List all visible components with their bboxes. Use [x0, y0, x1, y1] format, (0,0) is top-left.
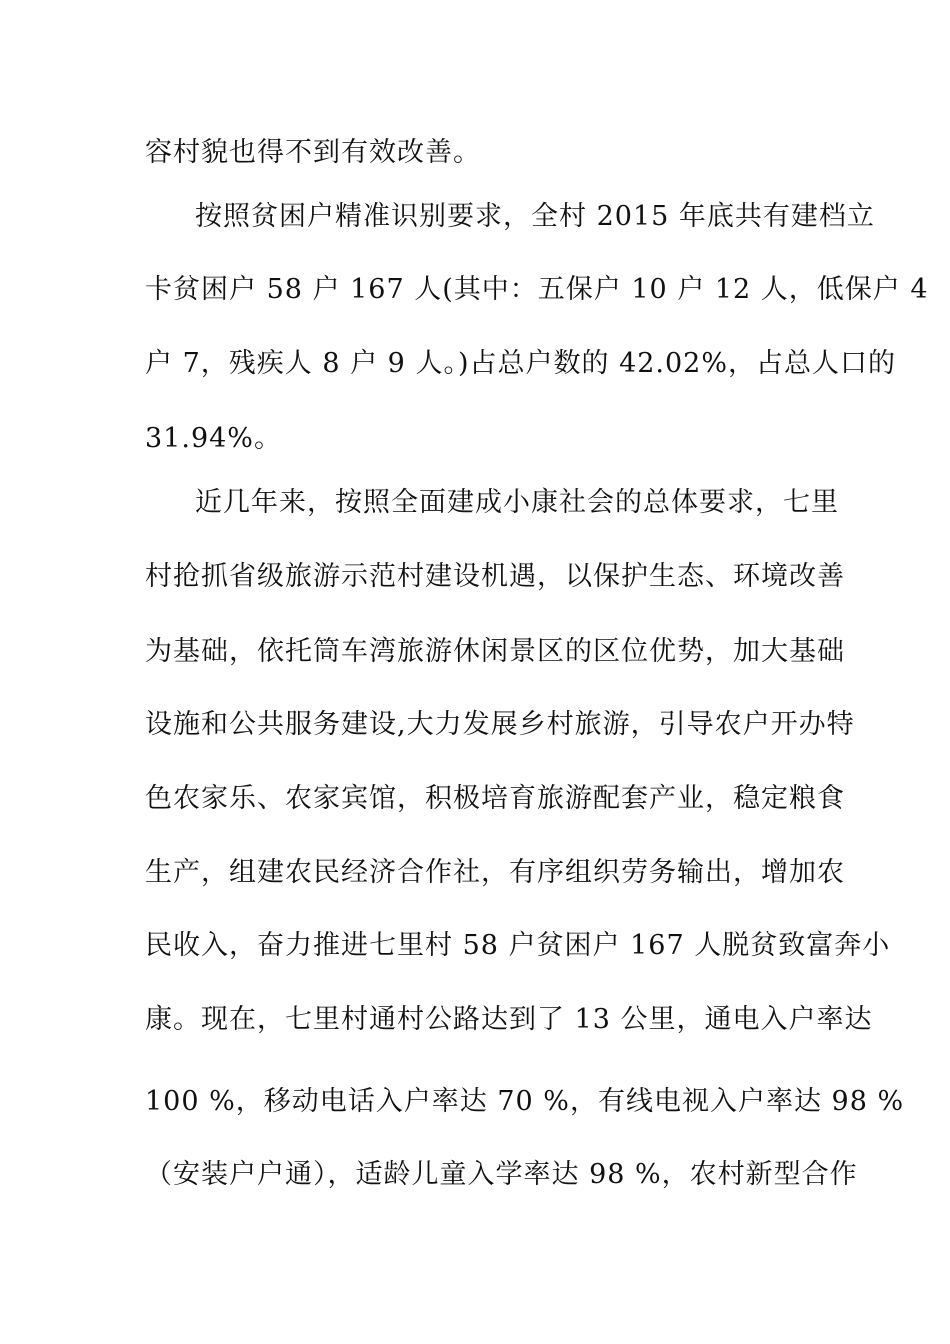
- text-line: 色农家乐、农家宾馆，积极培育旅游配套产业，稳定粮食: [145, 783, 845, 814]
- paragraph-start-line: 按照贫困户精准识别要求，全村 2015 年底共有建档立: [195, 201, 875, 232]
- text-line: 31.94%。: [145, 423, 282, 454]
- text-line: 卡贫困户 58 户 167 人(其中：五保户 10 户 12 人，低保户 4: [145, 274, 929, 305]
- text-line: 设施和公共服务建设,大力发展乡村旅游，引导农户开办特: [145, 709, 855, 740]
- paragraph-start-line: 近几年来，按照全面建成小康社会的总体要求，七里: [195, 487, 839, 518]
- text-line: 生产，组建农民经济合作社，有序组织劳务输出，增加农: [145, 857, 845, 888]
- text-line: 户 7，残疾人 8 户 9 人。)占总户数的 42.02%，占总人口的: [145, 348, 897, 379]
- text-line: 民收入，奋力推进七里村 58 户贫困户 167 人脱贫致富奔小: [145, 930, 891, 961]
- text-line: 为基础，依托筒车湾旅游休闲景区的区位优势，加大基础: [145, 636, 845, 667]
- text-line: 村抢抓省级旅游示范村建设机遇，以保护生态、环境改善: [145, 561, 845, 592]
- text-line: 100 %，移动电话入户率达 70 %，有线电视入户率达 98 %: [145, 1086, 905, 1117]
- text-line: 容村貌也得不到有效改善。: [145, 137, 481, 168]
- text-line: （安装户户通），适龄儿童入学率达 98 %，农村新型合作: [145, 1159, 858, 1190]
- text-line: 康。现在，七里村通村公路达到了 13 公里，通电入户率达: [145, 1004, 873, 1035]
